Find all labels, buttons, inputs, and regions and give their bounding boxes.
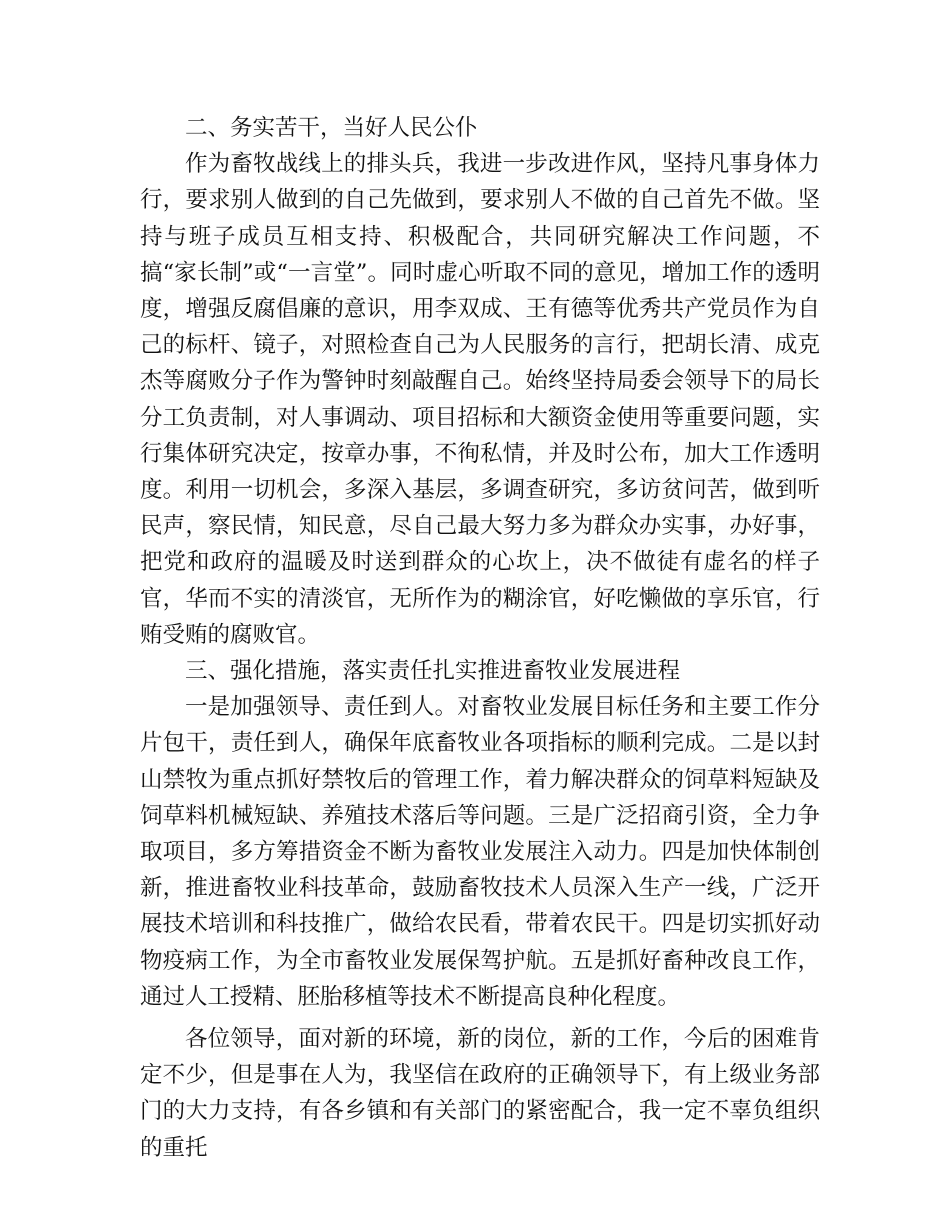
document-body xyxy=(140,110,820,1166)
section-heading-2: 二、务实苦干，当好人民公仆 xyxy=(185,115,478,141)
section-paragraph-3: 一是加强领导、责任到人。对畜牧业发展目标任务和主要工作分片包干，责任到人，确保年底畜牧业各项指标的顺利完成。二是以封山禁牧为重点抓好禁牧后的管理工作，着力解决群众的饲草料短缺及饲草料机械短缺、养殖技术落后等问题。三是广泛招商引资，全力争取项目，多方筹措资金不断为畜牧业发展注入动力。四是加快体制创新，推进畜牧业科技革命，鼓励畜牧技术人员深入生产一线，广泛开展技术培训和科技推广，做给农民看，带着农民干。四是切实抓好动物疫病工作，为全市畜牧业发展保驾护航。五是抓好畜种改良工作，通过人工授精、胚胎移植等技术不断提高良种化程度。 xyxy=(140,694,820,1010)
closing-paragraph: 各位领导，面对新的环境，新的岗位，新的工作，今后的困难肯定不少，但是事在人为，我坚信在政府的正确领导下，有上级业务部门的大力支持，有各乡镇和有关部门的紧密配合，我一定不辜负组织的重托 xyxy=(140,1026,820,1161)
section-heading-3: 三、强化措施，落实责任扎实推进畜牧业发展进程 xyxy=(185,658,681,685)
section-paragraph-2: 作为畜牧战线上的排头兵，我进一步改进作风，坚持凡事身体力行，要求别人做到的自己先做到，要求别人不做的自己首先不做。坚持与班子成员互相支持、积极配合，共同研究解决工作问题，不搞“家长制”或“一言堂”。同时虚心听取不同的意见，增加工作的透明度，增强反腐倡廉的意识，用李双成、王有德等优秀共产党员作为自己的标杆、镜子，对照检查自己为人民服务的言行，把胡长清、成克杰等腐败分子作为警钟时刻敲醒自己。始终坚持局委会领导下的局长分工负责制，对人事调动、项目招标和大额资金使用等重要问题，实行集体研究决定，按章办事，不徇私情，并及时公布，加大工作透明度。利用一切机会，多深入基层，多调查研究，多访贫问苦，做到听民声，察民情，知民意，尽自己最大努力多为群众办实事，办好事，把党和政府的温暖及时送到群众的心坎上，决不做徒有虚名的样子官，华而不实的清淡官，无所作为的糊涂官，好吃懒做的享乐官，行贿受贿的腐败官。 xyxy=(140,151,820,648)
